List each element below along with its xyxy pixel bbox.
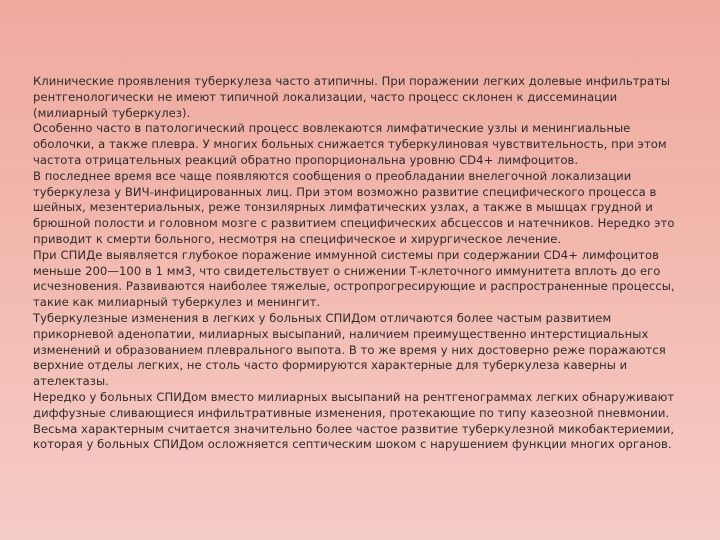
paragraph-aids-immunity: При СПИДе выявляется глубокое поражение иммунной системы при содержании CD4+ лимфоцитов меньше 200—100 в 1 мм3, что свидетельствует о снижении Т-клеточного иммунитета вплоть до его исчезновения. Развиваются наиболее тяжелые, остропрогресирующие и распространенные процессы, такие как милиарный туберкулез и менингит. [33, 247, 675, 310]
body-text [33, 74, 683, 453]
paragraph-mycobacteremia: Нередко у больных СПИДом вместо милиарных высыпаний на рентгенограммах легких обнаруживают диффузные сливающиеся инфильтративные изменения, протекающие по типу казеозной пневмонии. Весьма характерным считается значительно более частое развитие туберкулезной микобактериемии, которая у больных СПИДом осложняется септическим шоком с нарушением функции многих органов. [33, 389, 675, 452]
paragraph-clinical-manifestations: Клинические проявления туберкулеза часто атипичны. При поражении легких долевые инфильтраты рентгенологически не имеют типичной локализации, часто процесс склонен к диссеминации (милиарный туберкулез). [33, 74, 671, 120]
paragraph-lung-changes: Туберкулезные изменения в легких у больных СПИДом отличаются более частым развитием прикорневой аденопатии, милиарных высыпаний, наличием преимущественно интерстициальных изменений и образованием плеврального выпота. В то же время у них достоверно реже поражаются верхние отделы легких, не столь часто формируются характерные для туберкулеза каверны и ателектазы. [33, 310, 666, 389]
paragraph-lymph-nodes: Особенно часто в патологический процесс вовлекаются лимфатические узлы и менингиальные оболочки, а также плевра. У многих больных снижается туберкулиновая чувствительность, при этом частота отрицательных реакций обратно пропорциональна уровню CD4+ лимфоцитов. [33, 121, 667, 167]
paragraph-extrapulmonary: В последнее время все чаще появляются сообщения о преобладании внелегочной локализации туберкулеза у ВИЧ-инфицированных лиц. При этом возможно развитие специфического процесса в шейных, мезентериальных, реже тонзилярных лимфатических узлах, а также в мышцах грудной и брюшной полости и головном мозге с развитием специфических абсцессов и натечников. Нередко это приводит к смерти больного, несмотря на специфическое и хирургическое лечение. [33, 168, 675, 246]
